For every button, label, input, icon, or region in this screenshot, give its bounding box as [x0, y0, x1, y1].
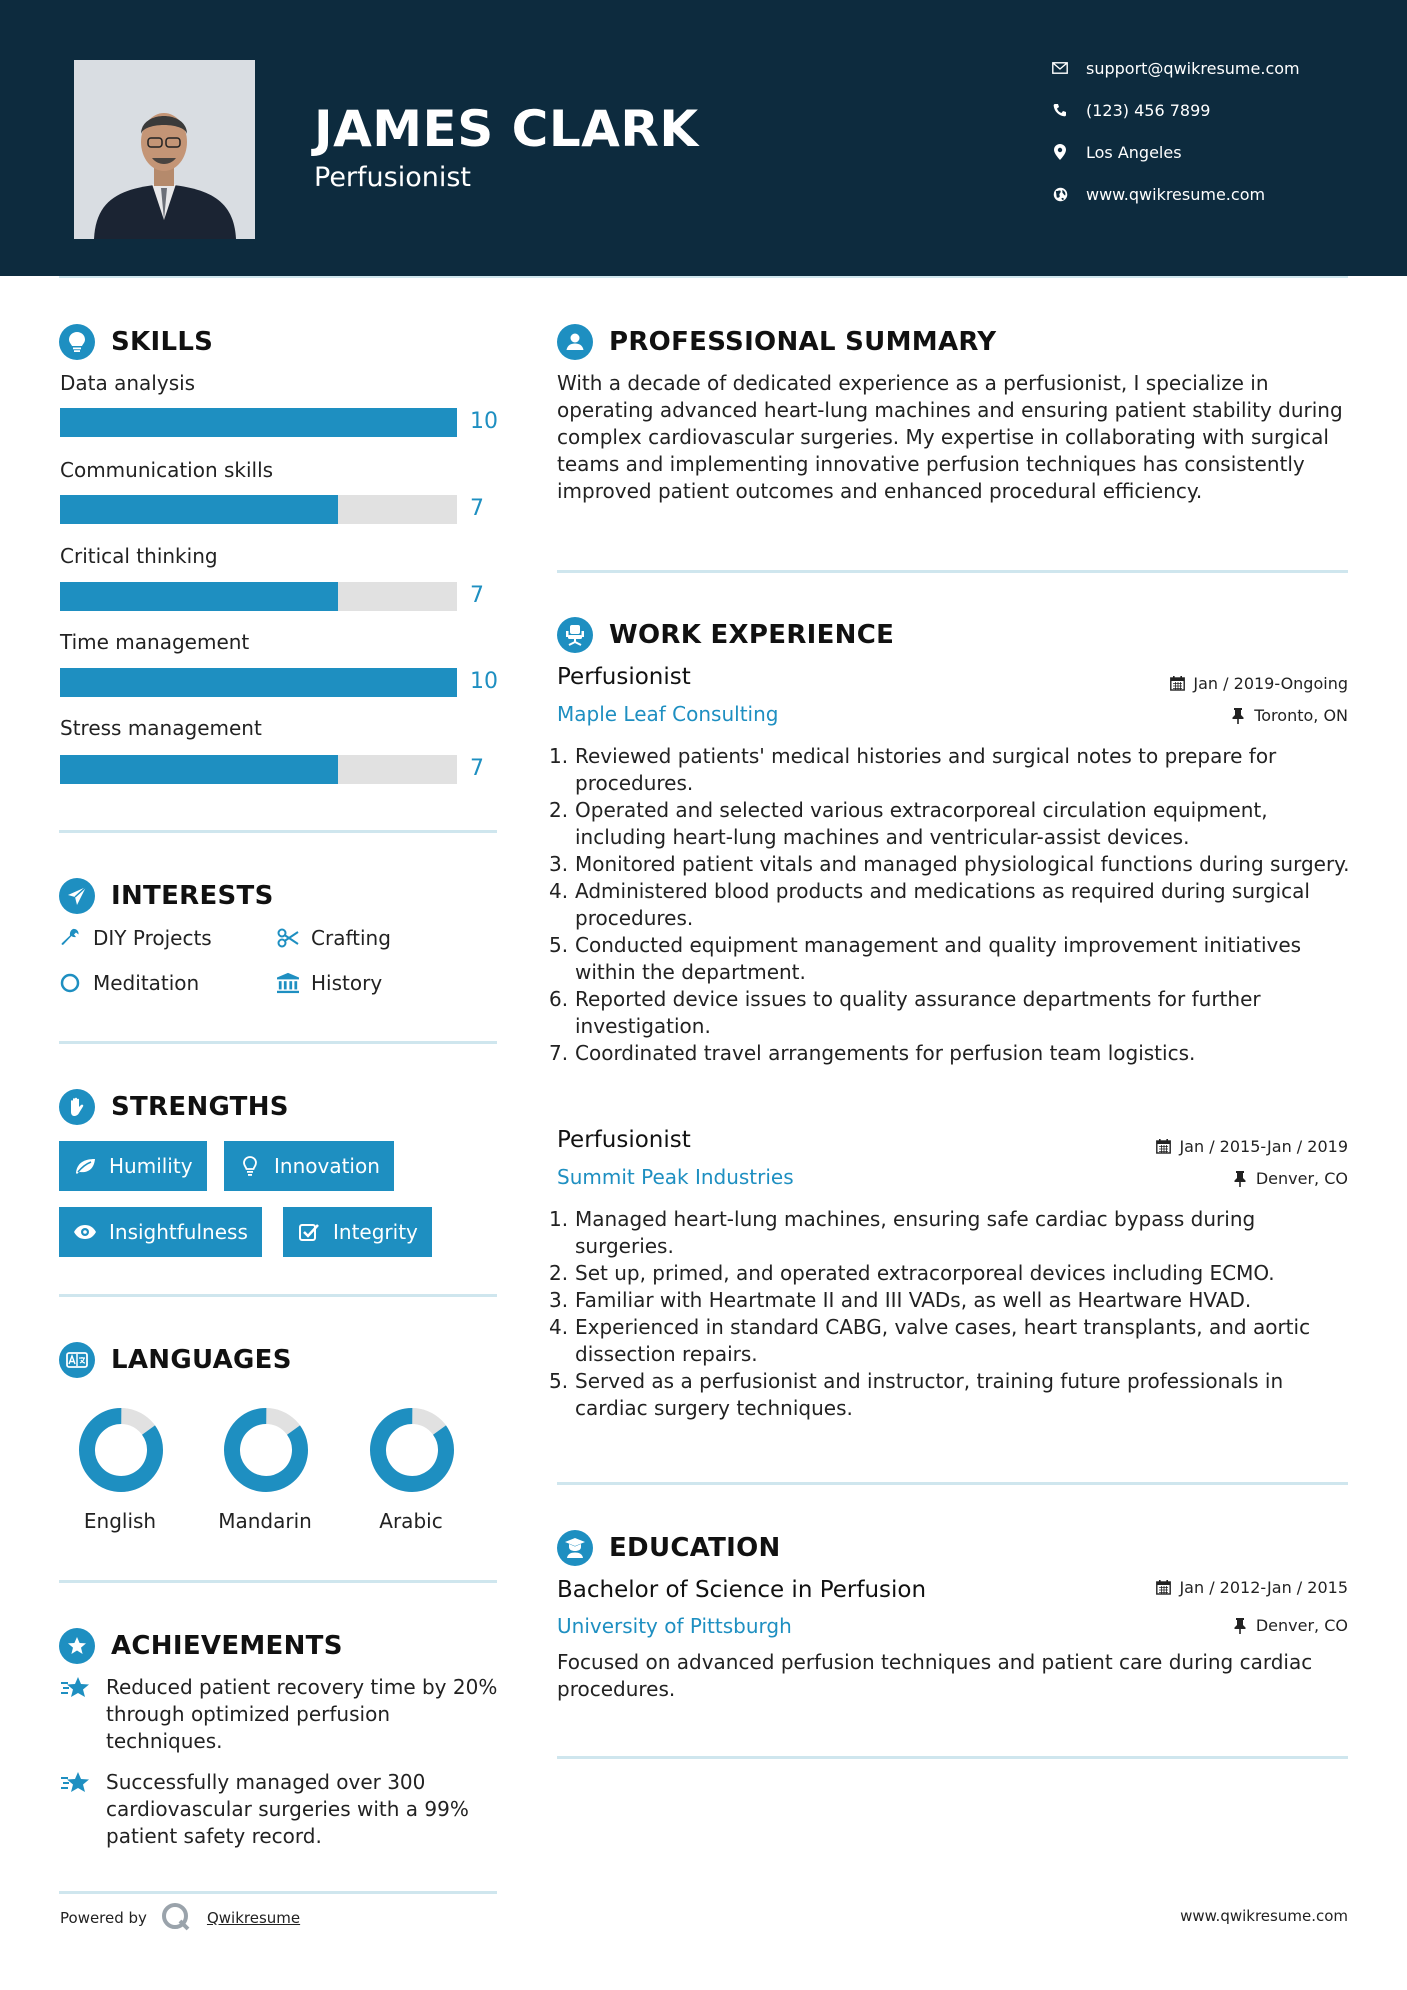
pushpin-icon	[1232, 1618, 1248, 1634]
interest-item	[59, 926, 212, 950]
contact-email[interactable]	[1050, 56, 1300, 80]
strength-label: Insightfulness	[109, 1220, 248, 1244]
calendar-icon	[1155, 1580, 1171, 1596]
language-ring-fill	[221, 1405, 311, 1495]
language-name: Arabic	[379, 1509, 443, 1533]
circle-icon	[59, 972, 81, 994]
lightbulb-icon	[238, 1154, 262, 1178]
calendar-icon	[1169, 676, 1185, 692]
check-square-icon	[297, 1220, 321, 1244]
skill-bar-fill	[60, 495, 338, 524]
strength-label: Integrity	[333, 1220, 418, 1244]
divider	[59, 1580, 497, 1583]
duty-item: Reviewed patients' medical histories and surgical notes to prepare for procedures.	[575, 744, 1277, 795]
language-ring-fill	[367, 1405, 457, 1495]
divider	[59, 1294, 497, 1297]
strength-label: Innovation	[274, 1154, 380, 1178]
skills-heading	[59, 324, 213, 360]
shooting-star-icon	[60, 1674, 92, 1702]
globe-icon	[1050, 184, 1070, 204]
duty-item: Experienced in standard CABG, valve cases, heart transplants, and aortic dissection repairs.	[575, 1315, 1311, 1366]
summary-text: With a decade of dedicated experience as a perfusionist, I specialize in operating advanced heart-lung machines and ensuring patient stability during complex cardiovascular surgeries. My expertise in collaborating with surgical teams and implementing innovative perfusion techniques has consistently improved patient outcomes and enhanced procedural efficiency.	[557, 371, 1343, 503]
language-name: English	[83, 1509, 157, 1533]
resume-header	[0, 0, 1407, 276]
skill-value: 10	[470, 409, 498, 434]
skill-name: Data analysis	[60, 371, 196, 395]
skills-heading-label: SKILLS	[111, 327, 214, 357]
strength-badge	[59, 1141, 207, 1191]
divider	[59, 830, 497, 833]
education-description: Focused on advanced perfusion techniques and patient care during cardiac procedures.	[557, 1650, 1313, 1701]
header-underline	[59, 276, 1348, 278]
translate-icon	[59, 1342, 95, 1378]
skill-bar	[60, 495, 457, 524]
languages-heading	[59, 1342, 292, 1378]
interest-item	[59, 971, 199, 995]
skill-bar-fill	[60, 668, 457, 697]
shooting-star-icon	[60, 1769, 92, 1797]
school-name: University of Pittsburgh	[557, 1614, 792, 1638]
map-pin-icon	[1050, 142, 1070, 162]
contact-location	[1050, 140, 1182, 164]
job-duties-list	[557, 743, 1357, 1067]
leaf-icon	[73, 1154, 97, 1178]
skill-bar	[60, 668, 457, 697]
contact-location-text: Los Angeles	[1086, 142, 1182, 162]
divider	[59, 1891, 497, 1894]
skill-value: 7	[470, 583, 484, 608]
skill-name: Time management	[60, 630, 250, 654]
job-location-text: Toronto, ON	[1254, 706, 1348, 725]
company-name: Summit Peak Industries	[557, 1165, 794, 1189]
degree-title: Bachelor of Science in Perfusion	[557, 1577, 927, 1603]
strengths-heading	[59, 1089, 289, 1125]
language-name: Mandarin	[218, 1509, 312, 1533]
job-location	[1230, 706, 1348, 725]
skill-bar	[60, 582, 457, 611]
experience-heading-label: WORK EXPERIENCE	[609, 620, 895, 650]
achievement-text: Reduced patient recovery time by 20% through optimized perfusion techniques.	[106, 1675, 498, 1753]
achievements-heading-label: ACHIEVEMENTS	[111, 1631, 343, 1661]
achievement-item	[60, 1769, 500, 1850]
education-heading-label: EDUCATION	[609, 1533, 781, 1563]
skill-value: 7	[470, 756, 484, 781]
interest-item	[277, 926, 391, 950]
contact-phone[interactable]	[1050, 98, 1210, 122]
job-title: Perfusionist	[557, 1127, 691, 1153]
phone-icon	[1050, 100, 1070, 120]
office-chair-icon	[557, 617, 593, 653]
job-duties-list	[557, 1206, 1357, 1422]
graduate-icon	[557, 1530, 593, 1566]
interest-label: DIY Projects	[93, 926, 212, 950]
footer-url[interactable]: www.qwikresume.com	[1180, 1907, 1348, 1925]
company-name: Maple Leaf Consulting	[557, 702, 779, 726]
contact-email-text: support@qwikresume.com	[1086, 58, 1300, 78]
strength-badge	[283, 1207, 432, 1257]
duty-item: Administered blood products and medications as required during surgical procedures.	[575, 879, 1310, 930]
education-location	[1232, 1616, 1348, 1635]
divider	[59, 1041, 497, 1044]
strengths-heading-label: STRENGTHS	[111, 1092, 289, 1122]
calendar-icon	[1155, 1139, 1171, 1155]
pushpin-icon	[1232, 1171, 1248, 1187]
powered-by-label: Powered by	[60, 1909, 147, 1927]
language-ring	[76, 1405, 166, 1495]
duty-item: Conducted equipment management and quality improvement initiatives within the department.	[575, 933, 1302, 984]
bank-icon	[277, 972, 299, 994]
duty-item: Familiar with Heartmate II and III VADs, as well as Heartware HVAD.	[575, 1288, 1252, 1312]
summary-heading	[557, 324, 996, 360]
interest-item	[277, 971, 382, 995]
strength-label: Humility	[109, 1154, 193, 1178]
education-heading	[557, 1530, 781, 1566]
education-dates-text: Jan / 2012-Jan / 2015	[1179, 1578, 1348, 1597]
job-dates	[1155, 1137, 1348, 1156]
duty-item: Set up, primed, and operated extracorporeal devices including ECMO.	[575, 1261, 1275, 1285]
wrench-icon	[59, 927, 81, 949]
divider	[557, 570, 1348, 573]
job-location-text: Denver, CO	[1255, 1169, 1348, 1188]
user-icon	[557, 324, 593, 360]
interest-label: Crafting	[311, 926, 391, 950]
skill-bar-fill	[60, 582, 338, 611]
duty-item: Reported device issues to quality assurance departments for further investigation.	[575, 987, 1261, 1038]
skill-name: Critical thinking	[60, 544, 218, 568]
language-ring	[367, 1405, 457, 1495]
experience-heading	[557, 617, 894, 653]
hand-icon	[59, 1089, 95, 1125]
duty-item: Coordinated travel arrangements for perfusion team logistics.	[575, 1041, 1196, 1065]
skill-bar-fill	[60, 408, 457, 437]
duty-item: Served as a perfusionist and instructor, training future professionals in cardiac surgery techniques.	[575, 1369, 1284, 1420]
contact-website-text: www.qwikresume.com	[1086, 184, 1266, 204]
duty-item: Monitored patient vitals and managed physiological functions during surgery.	[575, 852, 1350, 876]
job-location	[1232, 1169, 1348, 1188]
duty-item: Managed heart-lung machines, ensuring safe cardiac bypass during surgeries.	[575, 1207, 1256, 1258]
duty-item: Operated and selected various extracorporeal circulation equipment, including heart-lung machines and ventricular-assist devices.	[575, 798, 1268, 849]
job-dates	[1169, 674, 1348, 693]
interest-label: History	[311, 971, 383, 995]
job-dates-text: Jan / 2019-Ongoing	[1193, 674, 1348, 693]
interests-heading	[59, 878, 274, 914]
skill-bar	[60, 755, 457, 784]
lightbulb-icon	[59, 324, 95, 360]
job-title: Perfusionist	[557, 664, 691, 690]
language-ring	[221, 1405, 311, 1495]
skill-bar-fill	[60, 755, 338, 784]
qwikresume-logo-icon	[161, 1902, 193, 1934]
interests-heading-label: INTERESTS	[111, 881, 274, 911]
strength-badge	[224, 1141, 394, 1191]
achievement-item	[60, 1674, 500, 1755]
skill-value: 7	[470, 496, 484, 521]
job-dates-text: Jan / 2015-Jan / 2019	[1179, 1137, 1348, 1156]
interest-label: Meditation	[93, 971, 200, 995]
skill-value: 10	[470, 669, 498, 694]
qwikresume-link[interactable]: Qwikresume	[206, 1909, 301, 1927]
footer-powered-by	[60, 1902, 300, 1934]
education-dates	[1155, 1578, 1348, 1597]
language-ring-fill	[76, 1405, 166, 1495]
skill-name: Stress management	[60, 716, 262, 740]
profile-photo	[74, 60, 255, 239]
achievement-text: Successfully managed over 300 cardiovascular surgeries with a 99% patient safety record.	[106, 1770, 469, 1848]
pushpin-icon	[1230, 708, 1246, 724]
summary-heading-label: PROFESSIONAL SUMMARY	[609, 327, 997, 357]
languages-heading-label: LANGUAGES	[111, 1345, 292, 1375]
skill-bar	[60, 408, 457, 437]
skill-name: Communication skills	[60, 458, 274, 482]
candidate-name: JAMES CLARK	[314, 100, 699, 158]
divider	[557, 1482, 1348, 1485]
eye-icon	[73, 1220, 97, 1244]
contact-phone-text: (123) 456 7899	[1086, 100, 1211, 120]
divider	[557, 1756, 1348, 1759]
candidate-title: Perfusionist	[314, 162, 472, 193]
contact-website[interactable]	[1050, 182, 1265, 206]
envelope-icon	[1050, 58, 1070, 78]
education-location-text: Denver, CO	[1255, 1616, 1348, 1635]
star-icon	[59, 1628, 95, 1664]
achievements-heading	[59, 1628, 343, 1664]
strength-badge	[59, 1207, 262, 1257]
paper-plane-icon	[59, 878, 95, 914]
scissors-icon	[277, 927, 299, 949]
